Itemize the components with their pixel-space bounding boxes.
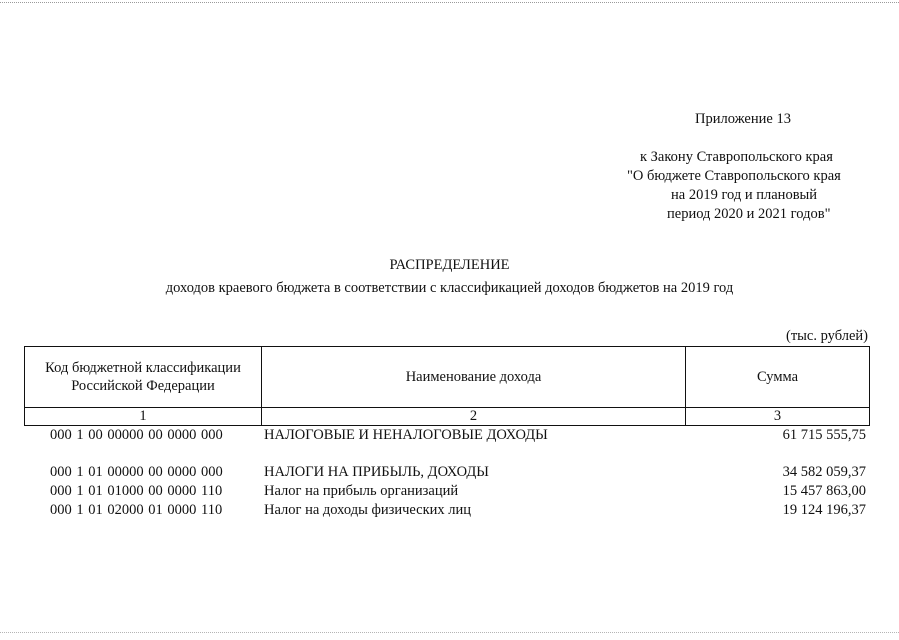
table-header xyxy=(24,346,870,426)
table-row xyxy=(24,502,869,521)
appendix-line-3: на 2019 год и плановый xyxy=(671,187,818,203)
header-row xyxy=(25,347,870,408)
appendix-line-2: "О бюджете Ставропольского края xyxy=(627,168,841,184)
header-code xyxy=(25,347,262,408)
document-subtitle: доходов краевого бюджета в соответствии с классификацией доходов бюджетов на 2019 год xyxy=(165,280,734,296)
row-name: НАЛОГИ НА ПРИБЫЛЬ, ДОХОДЫ xyxy=(264,464,489,480)
document-title: РАСПРЕДЕЛЕНИЕ xyxy=(389,257,510,273)
column-number-1: 1 xyxy=(25,408,262,426)
appendix-line-1: к Закону Ставропольского края xyxy=(640,149,833,165)
table-row xyxy=(24,427,869,446)
table-row xyxy=(24,464,869,483)
row-code: 000 1 01 01000 00 0000 110 xyxy=(50,483,223,499)
row-name: НАЛОГОВЫЕ И НЕНАЛОГОВЫЕ ДОХОДЫ xyxy=(264,427,548,443)
row-name: Налог на доходы физических лиц xyxy=(264,502,472,518)
row-name: Налог на прибыль организаций xyxy=(264,483,459,499)
units-label: (тыс. рублей) xyxy=(786,328,868,344)
header-code-line-2: Российской Федерации xyxy=(71,378,215,394)
header-sum: Сумма xyxy=(686,347,870,408)
row-code: 000 1 01 00000 00 0000 000 xyxy=(50,464,223,480)
table-row xyxy=(24,483,869,502)
row-code: 000 1 01 02000 01 0000 110 xyxy=(50,502,223,518)
row-sum: 19 124 196,37 xyxy=(782,502,866,518)
row-sum: 34 582 059,37 xyxy=(782,464,866,480)
appendix-title: Приложение 13 xyxy=(695,111,791,127)
column-number-3: 3 xyxy=(686,408,870,426)
header-name: Наименование дохода xyxy=(262,347,686,408)
header-code-line-1: Код бюджетной классификации xyxy=(45,360,241,376)
appendix-line-4: период 2020 и 2021 годов" xyxy=(667,206,831,222)
row-sum: 61 715 555,75 xyxy=(782,427,866,443)
row-code: 000 1 00 00000 00 0000 000 xyxy=(50,427,223,443)
scan-edge-top xyxy=(0,2,899,3)
row-sum: 15 457 863,00 xyxy=(782,483,866,499)
scan-edge-bottom xyxy=(0,632,899,633)
column-number-row xyxy=(25,408,870,426)
column-number-2: 2 xyxy=(262,408,686,426)
